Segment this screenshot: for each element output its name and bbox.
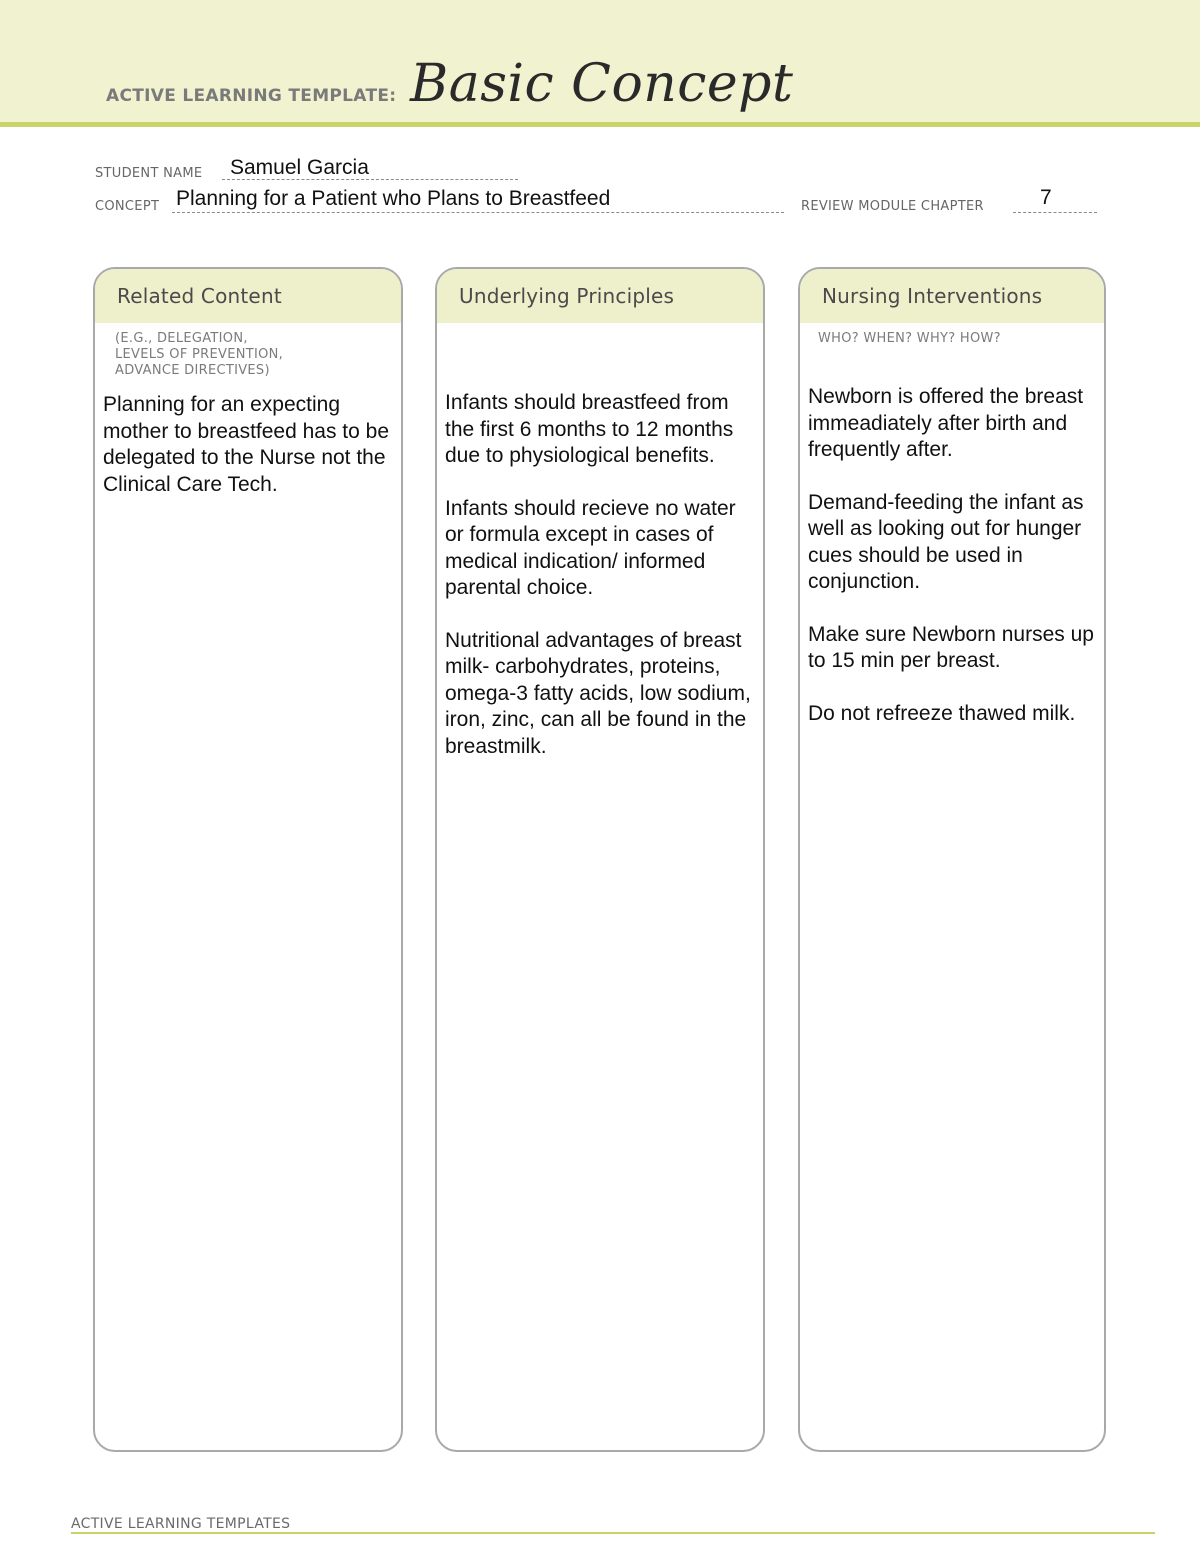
concept-label: CONCEPT [95,199,160,214]
nursing-interventions-text[interactable] [800,384,1104,727]
related-content-paragraph: Planning for an expecting mother to breastfeed has to be delegated to the Nurse not the Clinical Care Tech. [103,393,390,496]
related-content-hint [115,331,401,379]
nursing-interventions-hint-line: WHO? WHEN? WHY? HOW? [818,331,1001,346]
underlying-principles-paragraph: Infants should recieve no water or formula except in cases of medical indication/ informed parental choice. [445,496,736,599]
nursing-interventions-hint [818,331,1104,347]
underlying-principles-paragraph: Infants should breastfeed from the first 6 months to 12 months due to physiological benefits. [445,391,734,467]
page-title: Basic Concept [410,54,794,114]
template-label: ACTIVE LEARNING TEMPLATE: [106,86,397,106]
nursing-interventions-paragraph: Demand-feeding the infant as well as looking out for hunger cues should be used in conjunction. [808,490,1084,593]
underlying-principles-panel [435,267,765,1452]
related-content-hint-line: LEVELS OF PREVENTION, [115,347,284,362]
header-divider [0,122,1200,127]
review-module-label: REVIEW MODULE CHAPTER [801,199,984,214]
nursing-interventions-title: Nursing Interventions [822,284,1043,308]
underlying-principles-header [437,269,763,323]
student-name-field[interactable]: Samuel Garcia [230,156,369,179]
related-content-hint-line: ADVANCE DIRECTIVES) [115,363,270,378]
underlying-principles-paragraph: Nutritional advantages of breast milk- carbohydrates, proteins, omega-3 fatty acids, low sodium, iron, zinc, can all be found in the breastmilk. [445,628,751,758]
nursing-interventions-panel [798,267,1106,1452]
related-content-hint-line: (E.G., DELEGATION, [115,331,248,346]
review-module-field[interactable]: 7 [1040,186,1052,209]
related-content-title: Related Content [117,284,282,308]
concept-underline [172,212,784,213]
underlying-principles-text[interactable] [437,390,763,760]
related-content-panel [93,267,403,1452]
underlying-principles-title: Underlying Principles [459,284,675,308]
nursing-interventions-paragraph: Make sure Newborn nurses up to 15 min per breast. [808,622,1094,672]
nursing-interventions-paragraph: Do not refreeze thawed milk. [808,701,1076,725]
related-content-header [95,269,401,323]
review-module-underline [1013,212,1097,213]
nursing-interventions-paragraph: Newborn is offered the breast immeadiately after birth and frequently after. [808,385,1084,461]
footer-divider [71,1532,1155,1534]
footer-label: ACTIVE LEARNING TEMPLATES [71,1516,291,1532]
related-content-text[interactable] [95,392,401,498]
nursing-interventions-header [800,269,1104,323]
student-name-label: STUDENT NAME [95,166,203,181]
concept-field[interactable]: Planning for a Patient who Plans to Breastfeed [176,187,611,210]
